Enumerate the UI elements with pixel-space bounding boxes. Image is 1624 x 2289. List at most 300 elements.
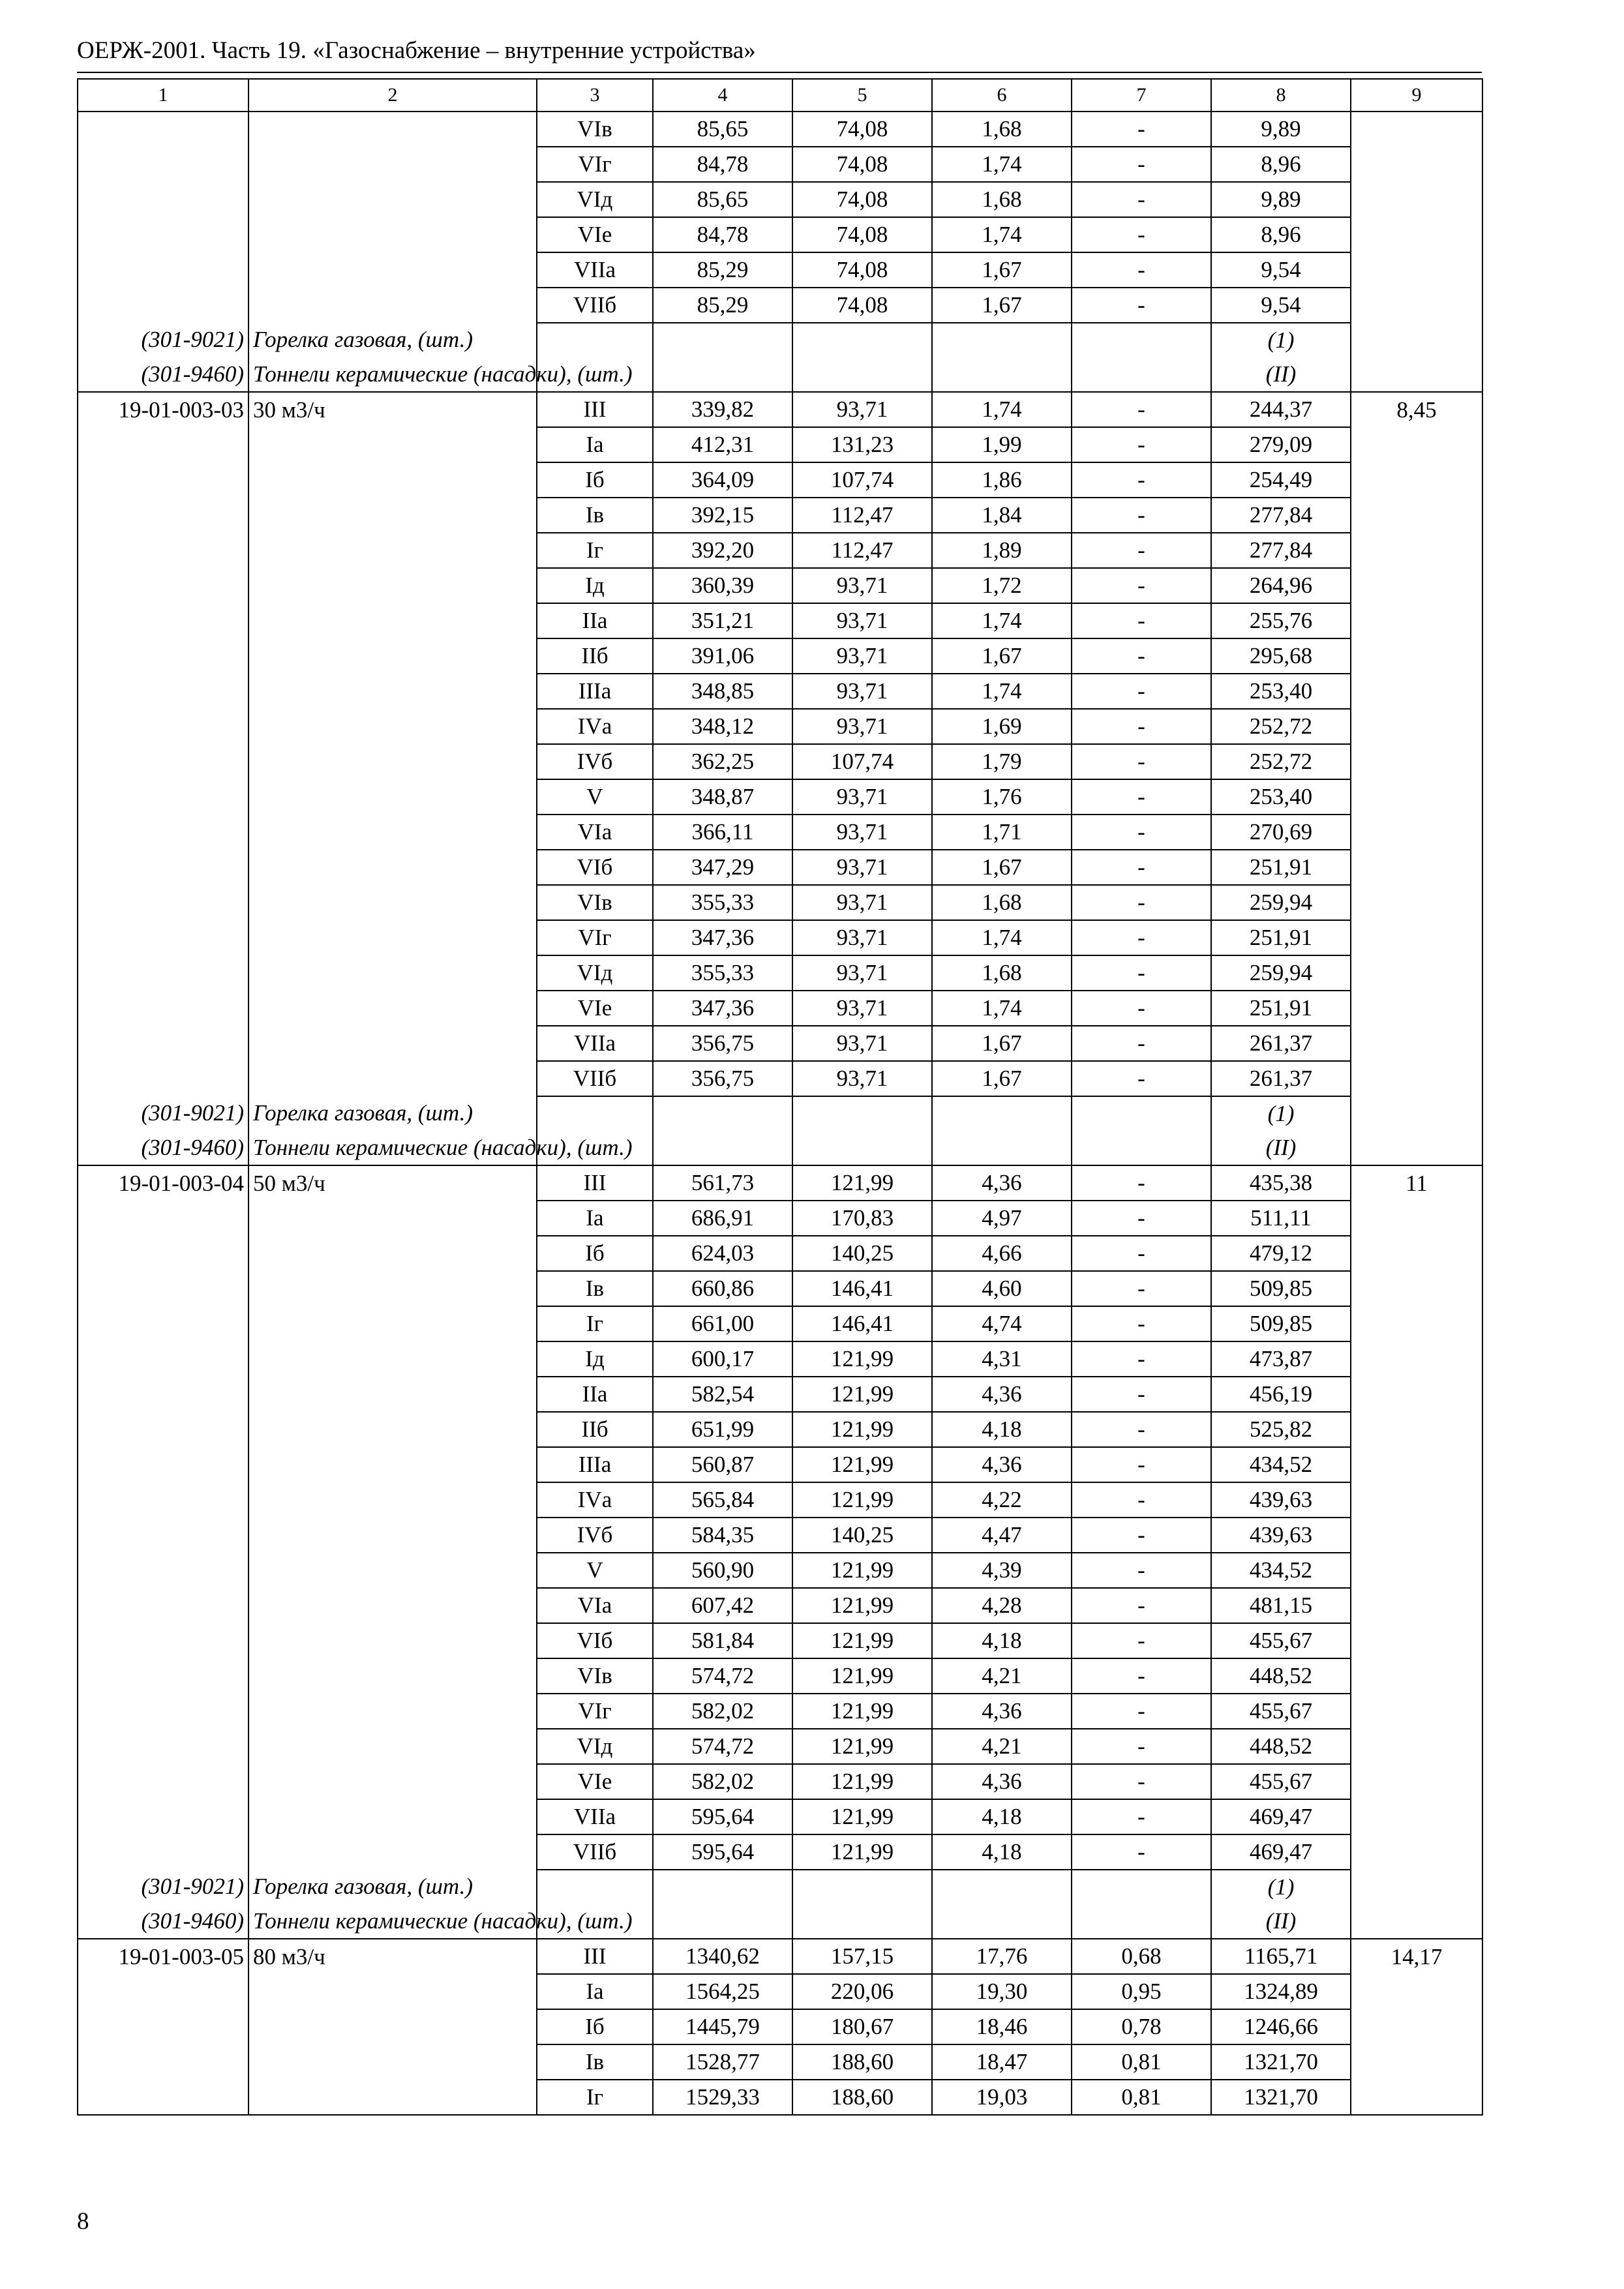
table-cell: 1,67 xyxy=(932,638,1072,674)
resource-code-cell: (301-9460) xyxy=(78,1904,248,1939)
table-cell: V xyxy=(537,1553,653,1588)
resource-code-cell: (301-9021) xyxy=(78,323,248,357)
table-cell: 347,36 xyxy=(653,920,792,955)
table-cell: - xyxy=(1072,1306,1211,1341)
rate-name-cell xyxy=(248,1729,537,1764)
table-cell: 581,84 xyxy=(653,1623,792,1658)
table-cell xyxy=(653,1131,792,1165)
table-cell: - xyxy=(1072,217,1211,252)
rate-name-cell xyxy=(248,1764,537,1799)
total-cell xyxy=(1351,533,1482,568)
table-cell: 253,40 xyxy=(1211,779,1351,815)
table-cell: 112,47 xyxy=(792,533,932,568)
rate-code-cell xyxy=(78,1201,248,1236)
rate-code-cell xyxy=(78,1764,248,1799)
table-cell: 4,36 xyxy=(932,1694,1072,1729)
resource-note-row xyxy=(78,1904,1482,1939)
rate-code-cell xyxy=(78,1236,248,1271)
table-cell: 574,72 xyxy=(653,1658,792,1694)
document-header-title: ОЕРЖ-2001. Часть 19. «Газоснабжение – внутренние устройства» xyxy=(77,37,756,64)
table-cell: 9,54 xyxy=(1211,288,1351,323)
table-cell: 8,96 xyxy=(1211,217,1351,252)
resource-note-row xyxy=(78,1870,1482,1904)
table-cell: 473,87 xyxy=(1211,1341,1351,1377)
rate-code-cell xyxy=(78,533,248,568)
table-cell: IIа xyxy=(537,603,653,638)
table-cell: III xyxy=(537,392,653,427)
table-cell: - xyxy=(1072,462,1211,498)
rate-code-cell xyxy=(78,1447,248,1482)
table-cell: VIд xyxy=(537,1729,653,1764)
table-row xyxy=(78,2080,1482,2115)
rate-name-cell xyxy=(248,1518,537,1553)
rate-code-cell xyxy=(78,427,248,462)
total-cell xyxy=(1351,603,1482,638)
table-row xyxy=(78,1694,1482,1729)
table-row xyxy=(78,1834,1482,1870)
table-cell: 686,91 xyxy=(653,1201,792,1236)
table-cell: IIIа xyxy=(537,1447,653,1482)
table-cell: 582,02 xyxy=(653,1694,792,1729)
table-cell: 93,71 xyxy=(792,1061,932,1096)
table-cell xyxy=(932,1096,1072,1131)
table-cell: - xyxy=(1072,603,1211,638)
rate-code-cell xyxy=(78,217,248,252)
rate-code-cell xyxy=(78,1341,248,1377)
table-cell: (II) xyxy=(1211,357,1351,392)
table-cell: 1,68 xyxy=(932,955,1072,991)
table-cell: 4,60 xyxy=(932,1271,1072,1306)
table-cell: 651,99 xyxy=(653,1412,792,1447)
table-cell: 244,37 xyxy=(1211,392,1351,427)
table-cell: III xyxy=(537,1165,653,1201)
rate-name-cell xyxy=(248,2009,537,2044)
table-cell: 121,99 xyxy=(792,1412,932,1447)
resource-note-row xyxy=(78,357,1482,392)
total-cell xyxy=(1351,323,1482,357)
table-cell: 469,47 xyxy=(1211,1834,1351,1870)
table-cell: 107,74 xyxy=(792,744,932,779)
rate-name-cell xyxy=(248,1694,537,1729)
table-cell: Iд xyxy=(537,1341,653,1377)
total-cell xyxy=(1351,1870,1482,1904)
rate-code-cell xyxy=(78,779,248,815)
rate-name-cell xyxy=(248,674,537,709)
rate-name-cell xyxy=(248,1201,537,1236)
rate-name-cell xyxy=(248,1553,537,1588)
table-cell: - xyxy=(1072,1482,1211,1518)
total-cell xyxy=(1351,1306,1482,1341)
resource-name-cell: Тоннели керамические (насадки), (шт.) xyxy=(248,1904,537,1939)
table-cell: Iв xyxy=(537,1271,653,1306)
column-header: 1 xyxy=(78,79,248,112)
table-row xyxy=(78,1026,1482,1061)
rate-code-cell xyxy=(78,1553,248,1588)
rate-code-cell xyxy=(78,955,248,991)
table-cell xyxy=(792,323,932,357)
table-cell: (1) xyxy=(1211,1096,1351,1131)
table-cell: - xyxy=(1072,850,1211,885)
table-cell: VIа xyxy=(537,815,653,850)
table-cell: 1529,33 xyxy=(653,2080,792,2115)
table-cell: 1,69 xyxy=(932,709,1072,744)
table-cell: 660,86 xyxy=(653,1271,792,1306)
table-cell: 1,99 xyxy=(932,427,1072,462)
table-cell: 1321,70 xyxy=(1211,2080,1351,2115)
table-cell: 4,18 xyxy=(932,1623,1072,1658)
table-cell: (II) xyxy=(1211,1904,1351,1939)
column-number-row xyxy=(78,79,1482,112)
rate-code-cell xyxy=(78,885,248,920)
table-cell: 85,29 xyxy=(653,288,792,323)
rate-code-cell xyxy=(78,603,248,638)
total-cell xyxy=(1351,1518,1482,1553)
table-cell: VIд xyxy=(537,182,653,217)
rate-name-cell xyxy=(248,1412,537,1447)
rate-code-cell xyxy=(78,1412,248,1447)
table-cell: 121,99 xyxy=(792,1694,932,1729)
rate-name-cell xyxy=(248,920,537,955)
rate-code-cell xyxy=(78,2080,248,2115)
rate-name-cell xyxy=(248,147,537,182)
table-cell: 121,99 xyxy=(792,1764,932,1799)
table-cell: V xyxy=(537,779,653,815)
table-cell: 355,33 xyxy=(653,955,792,991)
table-cell: 4,36 xyxy=(932,1165,1072,1201)
rate-name-cell xyxy=(248,533,537,568)
table-cell: VIIб xyxy=(537,1061,653,1096)
table-cell: 1,67 xyxy=(932,850,1072,885)
table-cell: - xyxy=(1072,955,1211,991)
table-row xyxy=(78,1201,1482,1236)
table-cell: Iг xyxy=(537,533,653,568)
rate-name-cell xyxy=(248,779,537,815)
table-cell: (II) xyxy=(1211,1131,1351,1165)
table-cell: 348,85 xyxy=(653,674,792,709)
table-cell: 121,99 xyxy=(792,1553,932,1588)
rate-name-cell xyxy=(248,498,537,533)
table-cell: VIа xyxy=(537,1588,653,1623)
table-cell: 93,71 xyxy=(792,779,932,815)
table-cell: 1,74 xyxy=(932,217,1072,252)
rate-code-cell xyxy=(78,1694,248,1729)
table-cell: Iа xyxy=(537,1974,653,2009)
table-cell: Iб xyxy=(537,462,653,498)
table-cell: 4,36 xyxy=(932,1764,1072,1799)
total-cell xyxy=(1351,1412,1482,1447)
table-cell xyxy=(653,1096,792,1131)
table-cell: - xyxy=(1072,744,1211,779)
table-cell xyxy=(653,1904,792,1939)
table-row xyxy=(78,1271,1482,1306)
table-cell: IIа xyxy=(537,1377,653,1412)
table-cell: - xyxy=(1072,1341,1211,1377)
rate-name-cell xyxy=(248,1236,537,1271)
rate-name-cell xyxy=(248,217,537,252)
total-cell xyxy=(1351,744,1482,779)
rate-code-cell xyxy=(78,498,248,533)
table-cell xyxy=(1072,1131,1211,1165)
table-cell: 356,75 xyxy=(653,1061,792,1096)
table-cell: 84,78 xyxy=(653,147,792,182)
table-cell: - xyxy=(1072,568,1211,603)
table-cell: Iб xyxy=(537,1236,653,1271)
rate-name-cell xyxy=(248,1271,537,1306)
rate-code-cell: 19-01-003-05 xyxy=(78,1939,248,1974)
rate-code-cell xyxy=(78,1518,248,1553)
table-cell: 4,66 xyxy=(932,1236,1072,1271)
table-cell: 1324,89 xyxy=(1211,1974,1351,2009)
table-cell: Iв xyxy=(537,2044,653,2080)
table-cell: - xyxy=(1072,1271,1211,1306)
table-cell: 252,72 xyxy=(1211,709,1351,744)
table-cell: - xyxy=(1072,991,1211,1026)
rate-name-cell xyxy=(248,182,537,217)
total-cell xyxy=(1351,1904,1482,1939)
table-cell: 74,08 xyxy=(792,147,932,182)
resource-code-cell: (301-9460) xyxy=(78,357,248,392)
table-cell: VIе xyxy=(537,991,653,1026)
table-body xyxy=(78,112,1482,2115)
table-cell: - xyxy=(1072,1694,1211,1729)
total-cell xyxy=(1351,1694,1482,1729)
table-cell: 121,99 xyxy=(792,1729,932,1764)
table-cell: 74,08 xyxy=(792,182,932,217)
table-cell: 93,71 xyxy=(792,674,932,709)
table-cell: 1,89 xyxy=(932,533,1072,568)
total-cell xyxy=(1351,1834,1482,1870)
total-cell xyxy=(1351,850,1482,885)
rate-code-cell xyxy=(78,112,248,147)
total-cell xyxy=(1351,1658,1482,1694)
table-cell xyxy=(1072,357,1211,392)
table-row xyxy=(78,1974,1482,2009)
header-divider xyxy=(77,72,1482,73)
table-cell: 279,09 xyxy=(1211,427,1351,462)
table-cell: - xyxy=(1072,1764,1211,1799)
table-cell: 1,74 xyxy=(932,147,1072,182)
table-cell xyxy=(932,1904,1072,1939)
rate-code-cell xyxy=(78,568,248,603)
table-row xyxy=(78,1447,1482,1482)
table-cell: 1,72 xyxy=(932,568,1072,603)
table-cell: 93,71 xyxy=(792,991,932,1026)
resource-name-cell: Горелка газовая, (шт.) xyxy=(248,323,537,357)
table-cell: VIе xyxy=(537,1764,653,1799)
table-cell: 264,96 xyxy=(1211,568,1351,603)
table-cell: 4,47 xyxy=(932,1518,1072,1553)
rate-name-cell xyxy=(248,955,537,991)
table-cell: (1) xyxy=(1211,323,1351,357)
table-cell: 1340,62 xyxy=(653,1939,792,1974)
resource-code-cell: (301-9021) xyxy=(78,1870,248,1904)
table-row xyxy=(78,1341,1482,1377)
table-row xyxy=(78,815,1482,850)
table-row xyxy=(78,603,1482,638)
table-cell: 85,65 xyxy=(653,112,792,147)
total-cell xyxy=(1351,920,1482,955)
rate-name-cell xyxy=(248,288,537,323)
table-cell: 74,08 xyxy=(792,252,932,288)
table-row xyxy=(78,1623,1482,1658)
table-cell xyxy=(932,1131,1072,1165)
table-cell: 582,02 xyxy=(653,1764,792,1799)
table-cell: - xyxy=(1072,1412,1211,1447)
total-cell xyxy=(1351,1236,1482,1271)
column-header: 6 xyxy=(932,79,1072,112)
table-cell: - xyxy=(1072,1165,1211,1201)
table-cell: 85,29 xyxy=(653,252,792,288)
total-cell xyxy=(1351,182,1482,217)
table-cell: - xyxy=(1072,1658,1211,1694)
table-row xyxy=(78,1729,1482,1764)
rate-name-cell xyxy=(248,1026,537,1061)
table-cell: 121,99 xyxy=(792,1341,932,1377)
rate-code-cell xyxy=(78,182,248,217)
table-cell: 277,84 xyxy=(1211,533,1351,568)
table-cell: VIб xyxy=(537,850,653,885)
table-cell: 261,37 xyxy=(1211,1026,1351,1061)
table-cell: 1,68 xyxy=(932,112,1072,147)
table-cell: - xyxy=(1072,1447,1211,1482)
rate-code-cell xyxy=(78,1306,248,1341)
table-cell: - xyxy=(1072,392,1211,427)
table-cell: 565,84 xyxy=(653,1482,792,1518)
rate-code-cell xyxy=(78,1377,248,1412)
total-cell xyxy=(1351,1799,1482,1834)
table-cell: 4,18 xyxy=(932,1834,1072,1870)
table-cell: 18,47 xyxy=(932,2044,1072,2080)
rate-name-cell xyxy=(248,850,537,885)
table-cell: 348,12 xyxy=(653,709,792,744)
table-header xyxy=(78,79,1482,112)
table-cell: 121,99 xyxy=(792,1588,932,1623)
total-cell xyxy=(1351,1764,1482,1799)
table-cell: 351,21 xyxy=(653,603,792,638)
rate-name-cell xyxy=(248,2080,537,2115)
rate-code-cell xyxy=(78,1974,248,2009)
rate-name-cell xyxy=(248,1588,537,1623)
total-cell xyxy=(1351,1588,1482,1623)
table-cell: 4,74 xyxy=(932,1306,1072,1341)
table-cell: 121,99 xyxy=(792,1658,932,1694)
table-cell xyxy=(792,1904,932,1939)
table-cell: 84,78 xyxy=(653,217,792,252)
column-header: 8 xyxy=(1211,79,1351,112)
table-row xyxy=(78,252,1482,288)
table-cell: 1,67 xyxy=(932,288,1072,323)
table-cell: 295,68 xyxy=(1211,638,1351,674)
table-cell: 455,67 xyxy=(1211,1623,1351,1658)
resource-code-cell: (301-9021) xyxy=(78,1096,248,1131)
rate-code-cell xyxy=(78,1026,248,1061)
table-cell: 1,67 xyxy=(932,1026,1072,1061)
table-cell: 391,06 xyxy=(653,638,792,674)
total-cell xyxy=(1351,288,1482,323)
table-cell: 259,94 xyxy=(1211,955,1351,991)
table-row xyxy=(78,147,1482,182)
table-row xyxy=(78,1306,1482,1341)
table-row xyxy=(78,498,1482,533)
column-header: 3 xyxy=(537,79,653,112)
rate-name-cell xyxy=(248,2044,537,2080)
table-row xyxy=(78,1658,1482,1694)
total-cell xyxy=(1351,1061,1482,1096)
table-cell: 93,71 xyxy=(792,709,932,744)
table-cell: 9,89 xyxy=(1211,182,1351,217)
table-cell: IIб xyxy=(537,1412,653,1447)
table-cell: 455,67 xyxy=(1211,1764,1351,1799)
table-cell: Iа xyxy=(537,1201,653,1236)
rate-code-cell xyxy=(78,1061,248,1096)
table-cell: 74,08 xyxy=(792,112,932,147)
table-row xyxy=(78,920,1482,955)
table-cell: 1,68 xyxy=(932,885,1072,920)
table-cell: 1,71 xyxy=(932,815,1072,850)
rate-code-cell xyxy=(78,147,248,182)
table-cell: 574,72 xyxy=(653,1729,792,1764)
column-header: 7 xyxy=(1072,79,1211,112)
table-cell: - xyxy=(1072,920,1211,955)
resource-name-cell: Горелка газовая, (шт.) xyxy=(248,1096,537,1131)
table-cell: 4,21 xyxy=(932,1658,1072,1694)
table-cell: 180,67 xyxy=(792,2009,932,2044)
table-cell: 661,00 xyxy=(653,1306,792,1341)
table-cell: VIIб xyxy=(537,1834,653,1870)
rate-name-cell xyxy=(248,1306,537,1341)
table-row xyxy=(78,1165,1482,1201)
rate-name-cell xyxy=(248,1658,537,1694)
rate-name-cell xyxy=(248,885,537,920)
table-cell: - xyxy=(1072,498,1211,533)
table-row xyxy=(78,462,1482,498)
total-cell xyxy=(1351,2080,1482,2115)
table-cell: 4,22 xyxy=(932,1482,1072,1518)
resource-note-row xyxy=(78,1096,1482,1131)
table-cell: Iа xyxy=(537,427,653,462)
table-cell xyxy=(932,357,1072,392)
total-cell xyxy=(1351,815,1482,850)
table-row xyxy=(78,1939,1482,1974)
table-row xyxy=(78,991,1482,1026)
resource-note-row xyxy=(78,323,1482,357)
table-cell: 74,08 xyxy=(792,288,932,323)
table-cell: 0,68 xyxy=(1072,1939,1211,1974)
rate-name-cell xyxy=(248,1447,537,1482)
table-cell: 270,69 xyxy=(1211,815,1351,850)
table-cell: 1246,66 xyxy=(1211,2009,1351,2044)
rate-code-cell xyxy=(78,288,248,323)
table-cell: - xyxy=(1072,1061,1211,1096)
table-row xyxy=(78,2009,1482,2044)
table-cell: 1,67 xyxy=(932,252,1072,288)
rate-name-cell xyxy=(248,1377,537,1412)
table-cell xyxy=(792,1096,932,1131)
table-cell: 1,74 xyxy=(932,392,1072,427)
table-cell: - xyxy=(1072,1588,1211,1623)
table-cell: 448,52 xyxy=(1211,1658,1351,1694)
table-cell: 347,36 xyxy=(653,991,792,1026)
table-row xyxy=(78,568,1482,603)
total-cell xyxy=(1351,1026,1482,1061)
table-cell: 481,15 xyxy=(1211,1588,1351,1623)
table-cell: - xyxy=(1072,1729,1211,1764)
price-table xyxy=(77,78,1483,2116)
rate-name-cell xyxy=(248,1974,537,2009)
table-cell: IVа xyxy=(537,1482,653,1518)
total-cell xyxy=(1351,991,1482,1026)
table-cell: 1165,71 xyxy=(1211,1939,1351,1974)
